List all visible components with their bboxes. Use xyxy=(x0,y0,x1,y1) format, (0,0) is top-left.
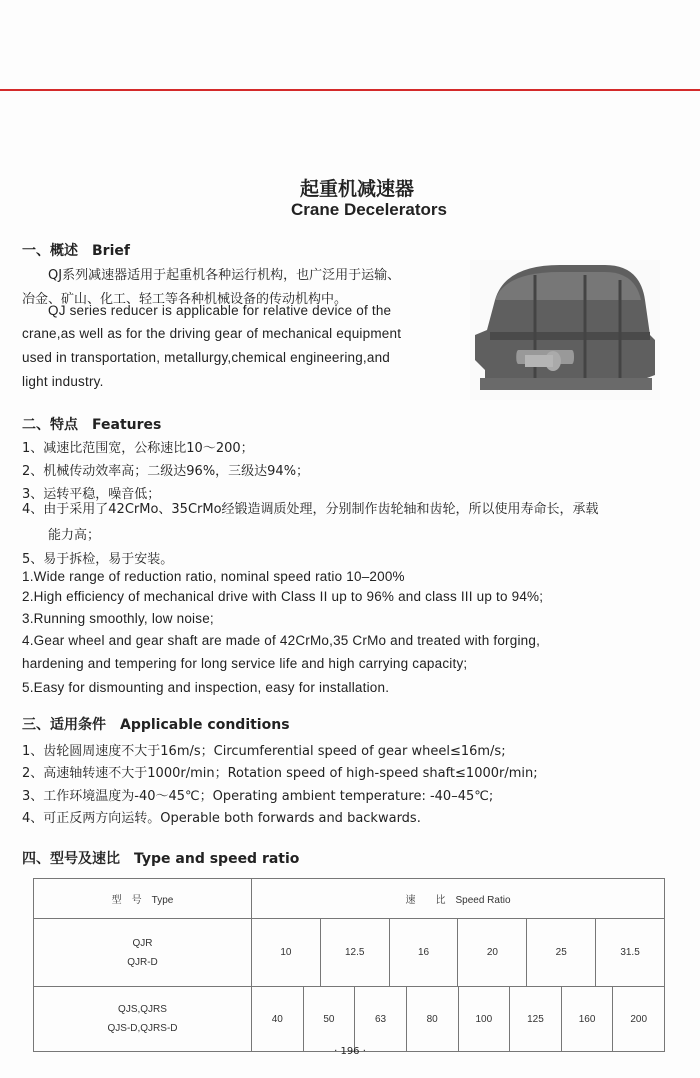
condition-line: 1、齿轮圆周速度不大于16m/s；Circumferential speed of gear wheel≤16m/s; xyxy=(22,744,506,759)
brief-line: 冶金、矿山、化工、轻工等各种机械设备的传动机构中。 xyxy=(22,292,348,307)
feature-en: 3.Running smoothly, low noise; xyxy=(22,611,214,626)
feature-cn: 1、减速比范围宽，公称速比10～200； xyxy=(22,441,254,456)
condition-line: 4、可正反两方向运转。Operable both forwards and backwards. xyxy=(22,811,421,826)
ratio-cell: 40 xyxy=(271,1013,283,1025)
ratio-cell: 200 xyxy=(612,987,664,1051)
ratio-cells xyxy=(252,987,665,1052)
ratio-cell: 12.5 xyxy=(320,919,389,986)
table-row xyxy=(34,919,665,987)
ratio-cell: 16 xyxy=(389,919,458,986)
title-cn: 起重机减速器 xyxy=(299,178,414,200)
type-cell xyxy=(34,919,252,987)
ratio-cell: 10 xyxy=(280,947,292,958)
page-number: · 196 · xyxy=(334,1046,366,1057)
feature-en: 5.Easy for dismounting and inspection, easy for installation. xyxy=(22,680,390,695)
ratio-cell: 63 xyxy=(354,987,406,1051)
feature-cn: 2、机械传动效率高；二级达96%，三级达94%； xyxy=(22,464,310,479)
brief-line: QJ系列减速器适用于起重机各种运行机构，也广泛用于运输、 xyxy=(48,268,401,283)
feature-cn: 3、运转平稳，噪音低； xyxy=(22,487,161,502)
brief-line: used in transportation, metallurgy,chemical engineering,and xyxy=(22,350,391,365)
brief-heading: 一、概述 Brief xyxy=(22,243,130,259)
feature-en: hardening and tempering for long service life and high carrying capacity; xyxy=(22,656,468,671)
brief-line: crane,as well as for the driving gear of mechanical equipment xyxy=(22,326,402,341)
condition-line: 2、高速轴转速不大于1000r/min；Rotation speed of high-speed shaft≤1000r/min; xyxy=(22,766,538,781)
type-name: QJR xyxy=(132,937,153,949)
ratio-cells xyxy=(252,919,665,987)
type-name: QJR-D xyxy=(127,956,158,968)
type-name: QJS,QJRS xyxy=(118,1004,167,1015)
header-rule xyxy=(0,89,700,91)
condition-line: 3、工作环境温度为-40～45℃；Operating ambient temperature: -40–45℃; xyxy=(22,789,494,804)
ratio-cell: 31.5 xyxy=(595,919,664,986)
brief-line: light industry. xyxy=(22,374,104,389)
ratio-cell: 160 xyxy=(561,987,613,1051)
features-heading: 二、特点 Features xyxy=(22,417,162,433)
ratio-cell: 25 xyxy=(526,919,595,986)
title-en: Crane Decelerators xyxy=(291,200,447,219)
gear-reducer-photo xyxy=(465,260,665,400)
header-type: 型 号 Type xyxy=(34,879,252,919)
type-heading: 四、型号及速比 Type and speed ratio xyxy=(22,851,300,867)
ratio-cell: 50 xyxy=(303,987,355,1051)
header-speed-ratio: 速 比 Speed Ratio xyxy=(252,879,665,919)
ratio-cell: 20 xyxy=(457,919,526,986)
ratio-cell: 80 xyxy=(406,987,458,1051)
conditions-heading: 三、适用条件 Applicable conditions xyxy=(22,717,290,733)
brief-line: QJ series reducer is applicable for relative device of the xyxy=(48,303,392,318)
ratio-cell: 125 xyxy=(509,987,561,1051)
speed-ratio-table xyxy=(33,878,665,1052)
feature-en: 4.Gear wheel and gear shaft are made of 42CrMo,35 CrMo and treated with forging, xyxy=(22,633,541,648)
type-cell xyxy=(34,987,252,1052)
type-name: QJS-D,QJRS-D xyxy=(107,1023,178,1034)
feature-cn: 4、由于采用了42CrMo、35CrMo经锻造调质处理，分别制作齿轮轴和齿轮，所以使用寿命长，承载 xyxy=(22,502,599,517)
feature-en: 2.High efficiency of mechanical drive with Class II up to 96% and class III up to 94%; xyxy=(22,589,544,604)
table-row xyxy=(34,987,665,1052)
feature-cn: 5、易于拆检，易于安装。 xyxy=(22,552,174,567)
feature-en: 1.Wide range of reduction ratio, nominal speed ratio 10–200% xyxy=(22,569,405,584)
feature-cn: 能力高； xyxy=(48,528,101,543)
ratio-cell: 100 xyxy=(458,987,510,1051)
